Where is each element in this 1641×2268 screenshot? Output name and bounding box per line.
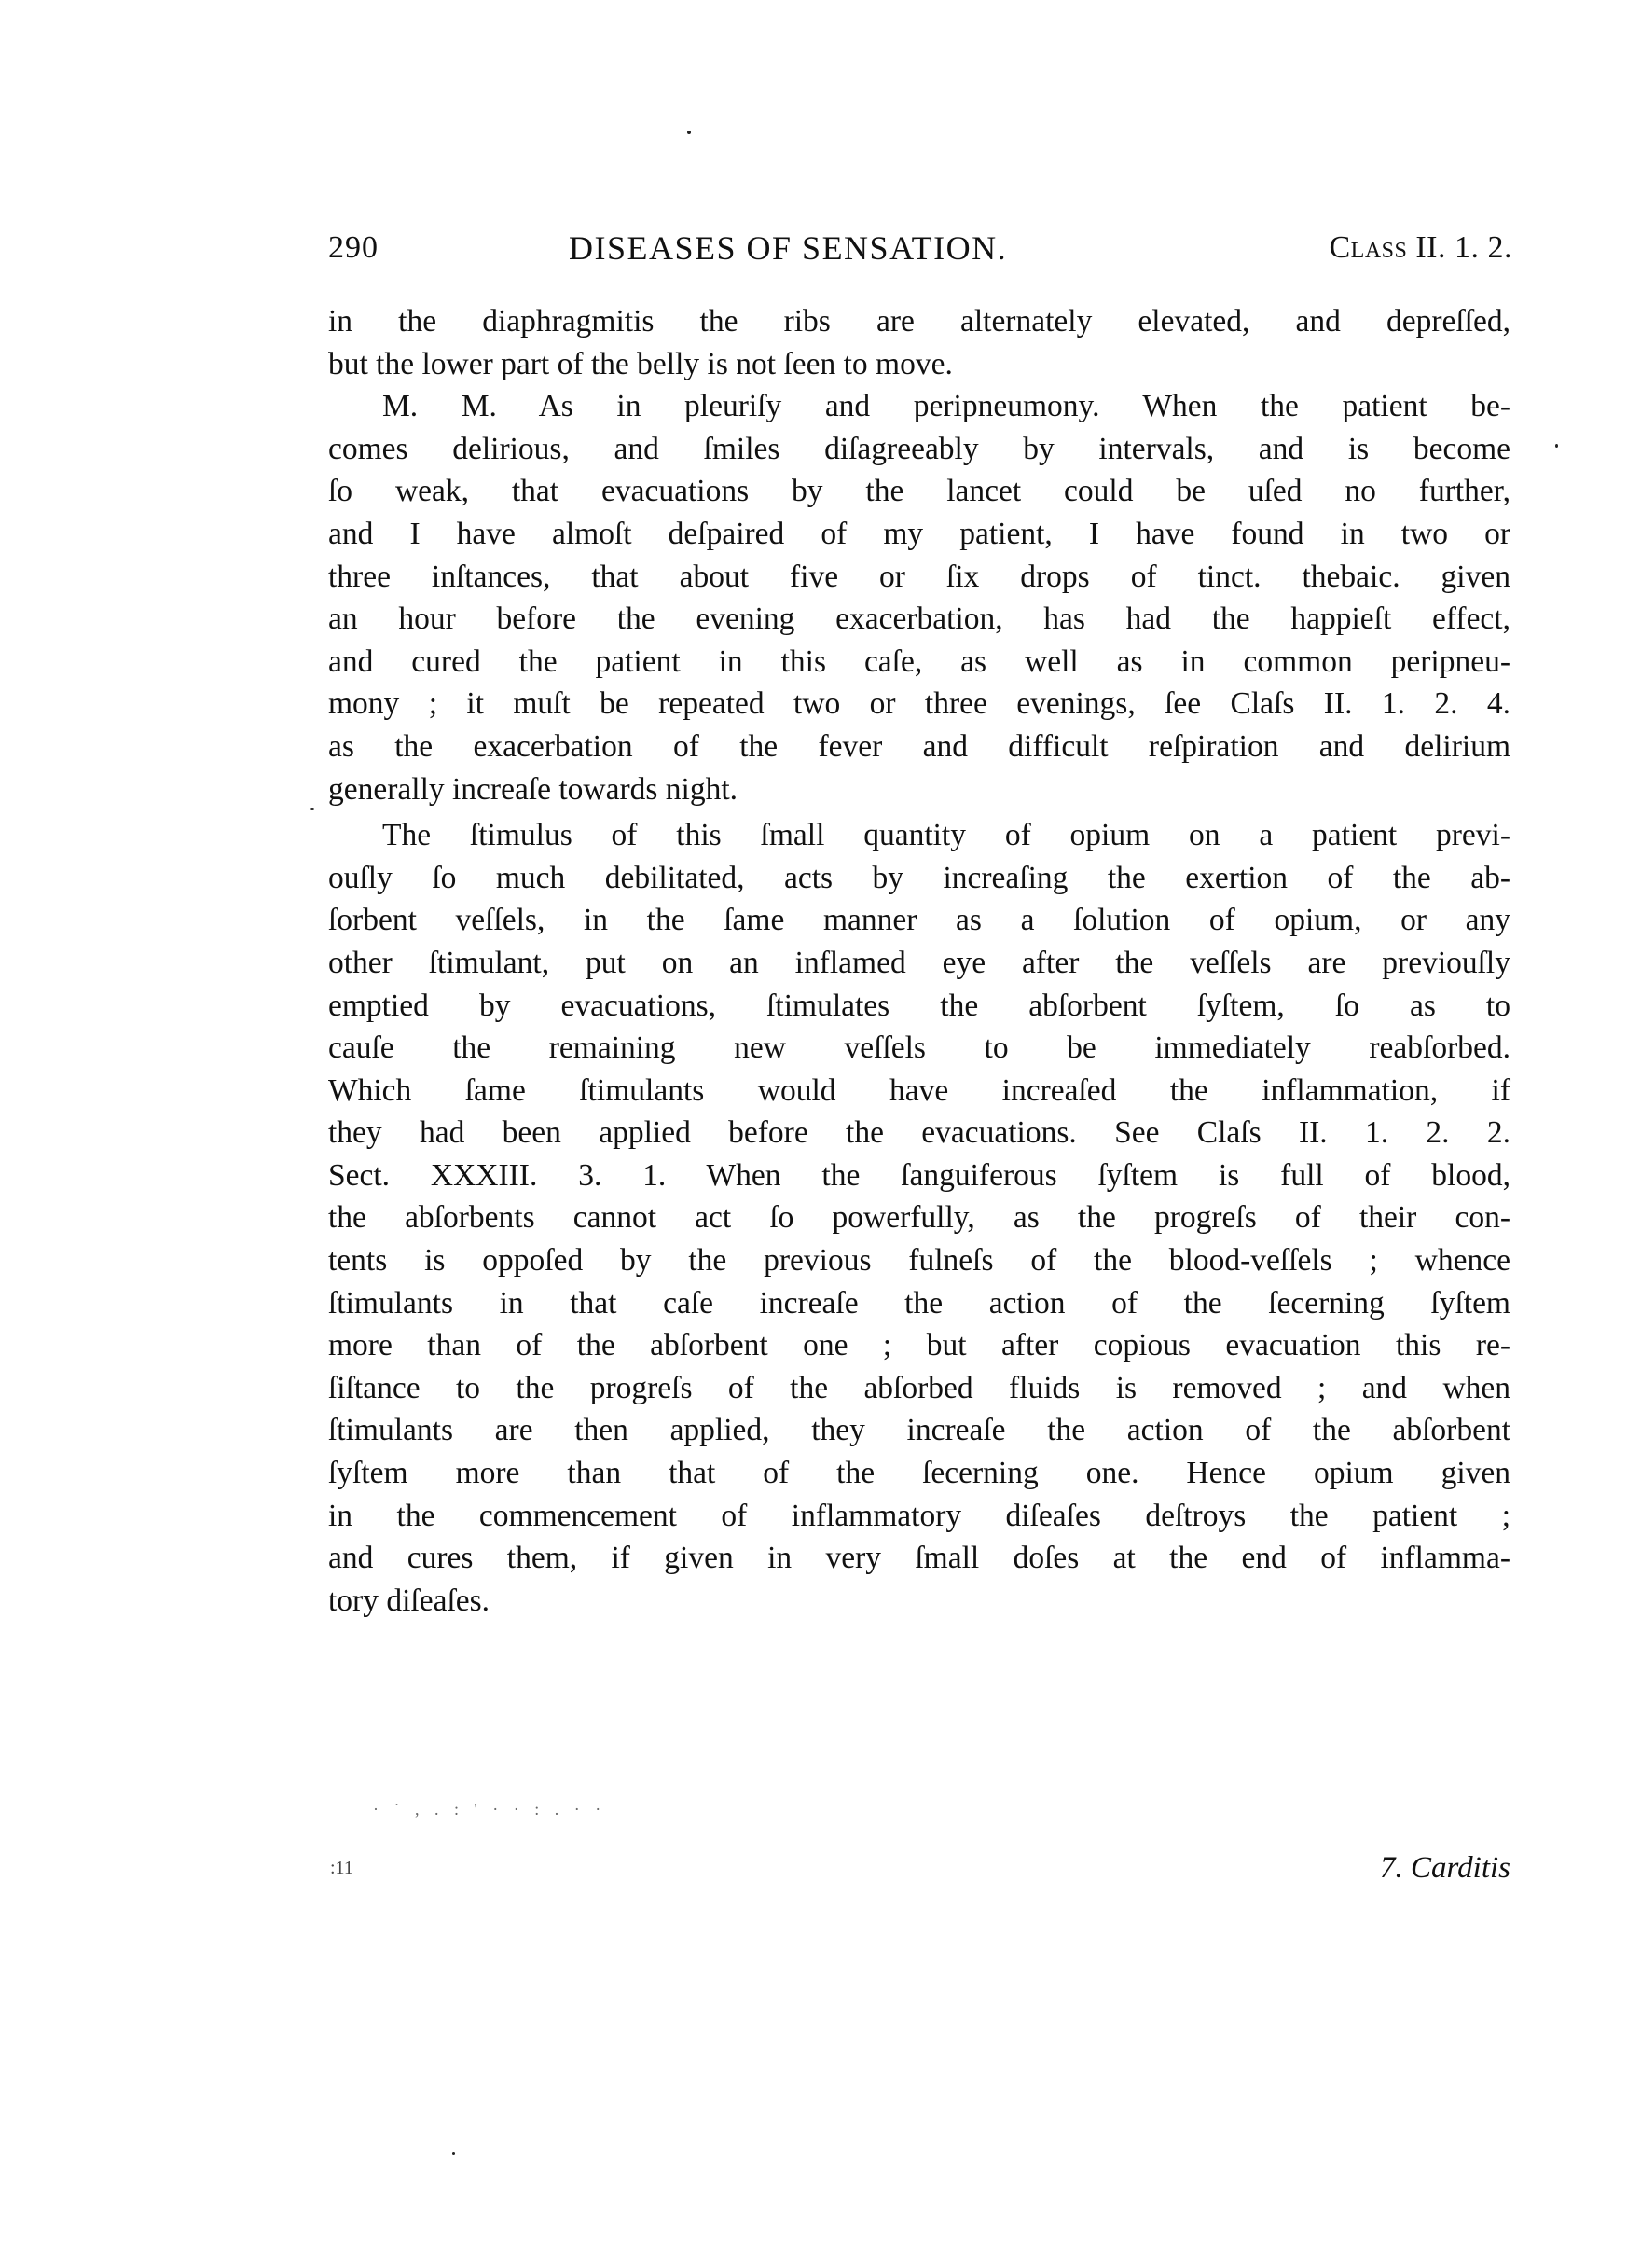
text-line: ſtimulants in that caſe increaſe the action of the ſecerning ſyſtem bbox=[328, 1285, 1510, 1321]
text-line: and I have almoſt deſpaired of my patient, I have found in two or bbox=[328, 516, 1510, 551]
text-line: mony ; it muſt be repeated two or three evenings, ſee Claſs II. 1. 2. 4. bbox=[328, 686, 1510, 722]
text-line: ſtimulants are then applied, they increaſe the action of the abſorbent bbox=[328, 1413, 1510, 1448]
text-line: more than of the abſorbent one ; but after copious evacuation this re- bbox=[328, 1328, 1510, 1363]
text-line: ſiſtance to the progreſs of the abſorbed fluids is removed ; and when bbox=[328, 1370, 1510, 1405]
catchword: 7. Carditis bbox=[1380, 1851, 1510, 1885]
text-line: tory diſeaſes. bbox=[328, 1583, 490, 1618]
text-line: three inſtances, that about five or ſix drops of tinct. thebaic. given bbox=[328, 559, 1510, 594]
ink-speck bbox=[687, 131, 691, 134]
text-line: ſo weak, that evacuations by the lancet could be uſed no further, bbox=[328, 474, 1510, 509]
text-line: they had been applied before the evacuations. See Claſs II. 1. 2. 2. bbox=[328, 1115, 1510, 1151]
text-line: cauſe the remaining new veſſels to be immediately reabſorbed. bbox=[328, 1030, 1510, 1066]
show-through-marks: · ˙ , . : ' · · : . · · bbox=[373, 1800, 607, 1819]
text-line: and cures them, if given in very ſmall doſes at the end of inflamma- bbox=[328, 1541, 1510, 1576]
text-line: but the lower part of the belly is not ſeen to move. bbox=[328, 346, 953, 381]
text-line: tents is oppoſed by the previous fulneſs of the blood-veſſels ; whence bbox=[328, 1243, 1510, 1279]
text-line: comes delirious, and ſmiles diſagreeably by intervals, and is become bbox=[328, 431, 1510, 466]
text-line: generally increaſe towards night. bbox=[328, 771, 738, 807]
signature-mark: :11 bbox=[330, 1858, 353, 1878]
text-line: in the diaphragmitis the ribs are alternately elevated, and depreſſed, bbox=[328, 304, 1510, 339]
text-line: and cured the patient in this caſe, as well as in common peripneu- bbox=[328, 643, 1510, 679]
text-line: emptied by evacuations, ſtimulates the abſorbent ſyſtem, ſo as to bbox=[328, 988, 1510, 1023]
class-reference: Class II. 1. 2. bbox=[1329, 230, 1512, 265]
text-line: an hour before the evening exacerbation, has had the happieſt effect, bbox=[328, 602, 1510, 637]
running-head-title: DISEASES OF SENSATION. bbox=[569, 229, 1008, 267]
paragraph bbox=[328, 385, 1510, 810]
text-line: ſorbent veſſels, in the ſame manner as a ſolution of opium, or any bbox=[328, 903, 1510, 938]
text-line: the abſorbents cannot act ſo powerfully, as the progreſs of their con- bbox=[328, 1200, 1510, 1236]
text-line: ouſly ſo much debilitated, acts by increaſing the exertion of the ab- bbox=[328, 860, 1510, 895]
footer bbox=[328, 1845, 1510, 1891]
paragraph bbox=[328, 300, 1510, 385]
body-text bbox=[328, 300, 1510, 1622]
running-head bbox=[328, 228, 1512, 269]
ink-speck bbox=[310, 808, 314, 810]
paragraph bbox=[328, 814, 1510, 1622]
text-line: The ſtimulus of this ſmall quantity of opium on a patient previ- bbox=[382, 818, 1510, 853]
text-line: as the exacerbation of the fever and difficult reſpiration and delirium bbox=[328, 728, 1510, 764]
text-line: ſyſtem more than that of the ſecerning one. Hence opium given bbox=[328, 1456, 1510, 1491]
page-number: 290 bbox=[328, 230, 379, 265]
text-line: M. M. As in pleuriſy and peripneumony. When the patient be- bbox=[382, 389, 1510, 424]
ink-speck bbox=[452, 2152, 455, 2155]
text-line: in the commencement of inflammatory diſeaſes deſtroys the patient ; bbox=[328, 1498, 1510, 1533]
text-line: Which ſame ſtimulants would have increaſed the inflammation, if bbox=[328, 1072, 1510, 1108]
text-line: Sect. XXXIII. 3. 1. When the ſanguiferous ſyſtem is full of blood, bbox=[328, 1157, 1510, 1193]
ink-speck bbox=[1555, 444, 1558, 448]
text-line: other ſtimulant, put on an inflamed eye after the veſſels are previouſly bbox=[328, 945, 1510, 980]
